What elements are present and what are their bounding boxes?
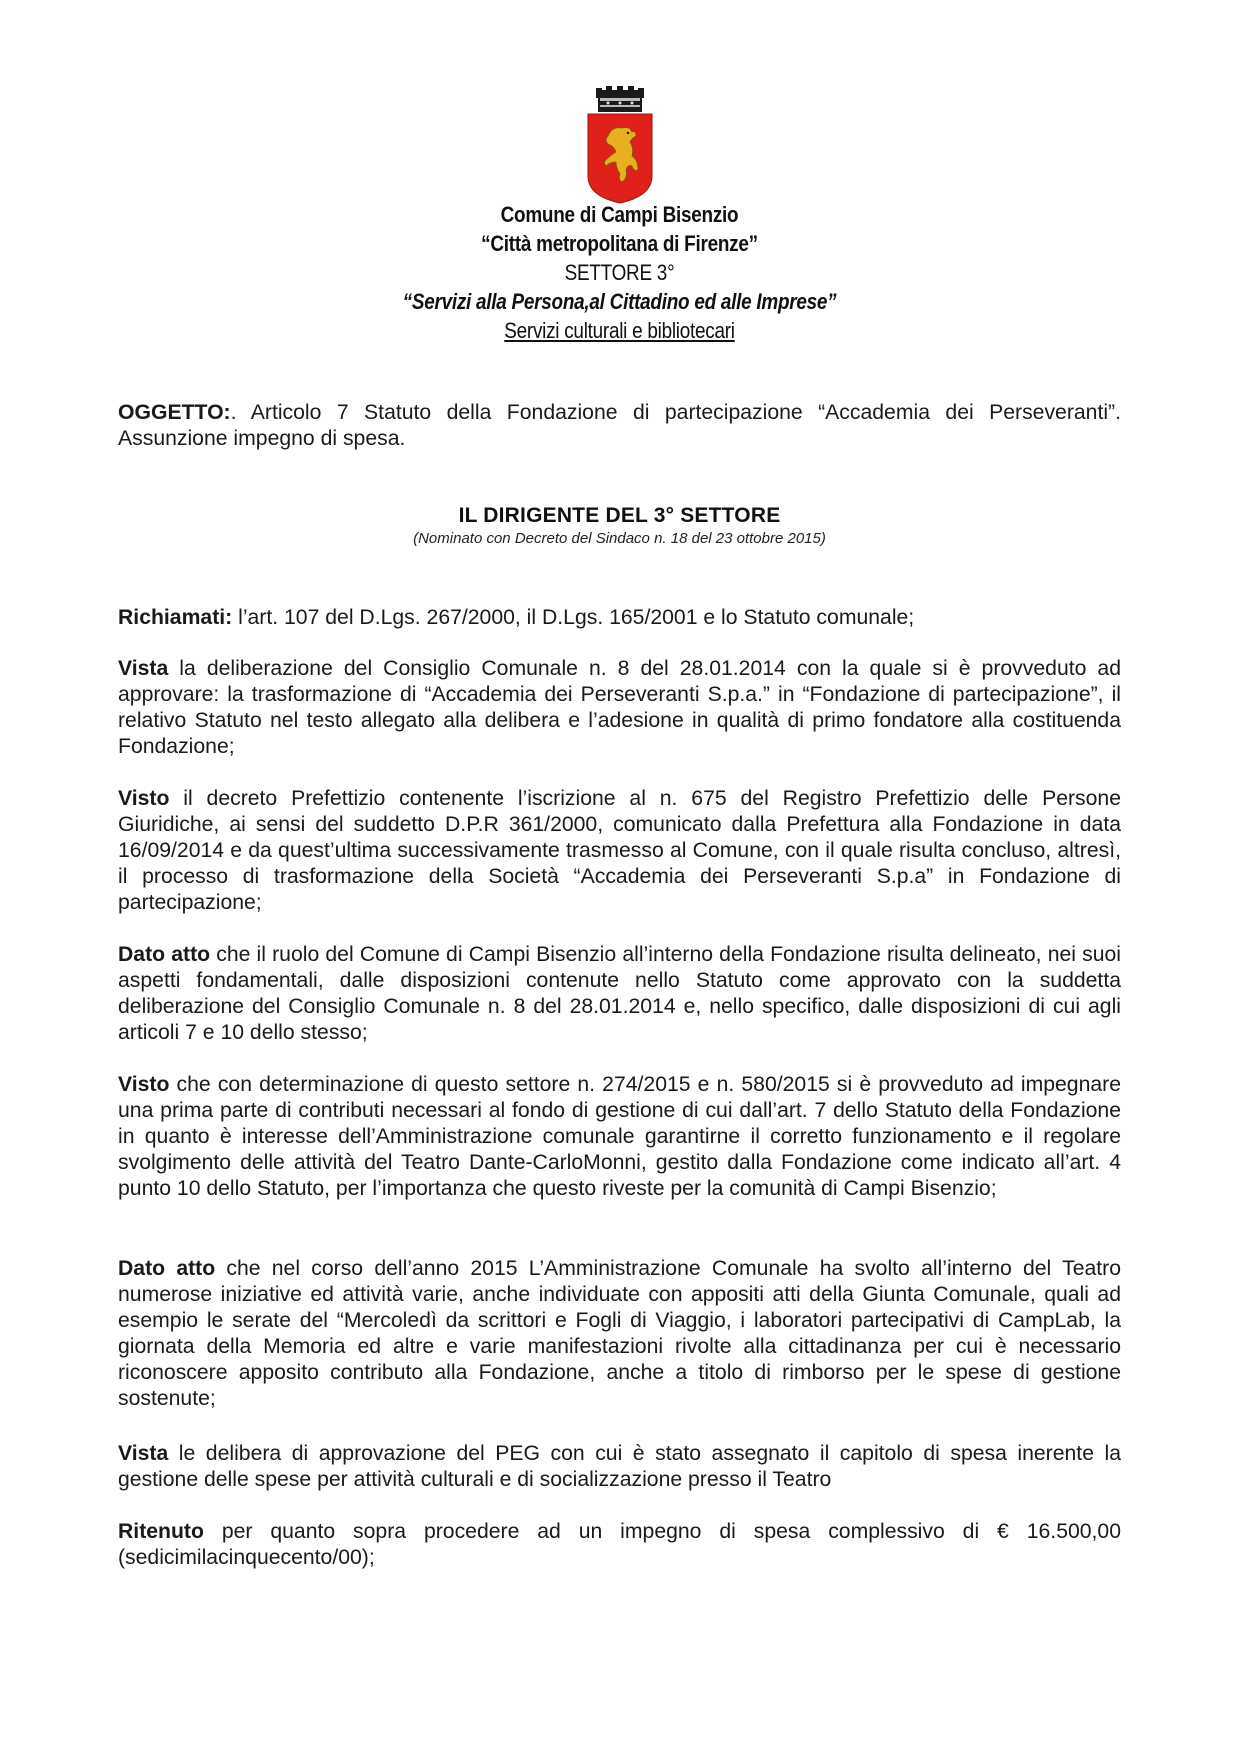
paragraph-vista-delibera: [118, 656, 1121, 760]
paragraph-text: che il ruolo del Comune di Campi Bisenzio all’interno della Fondazione risulta delineato, nei suoi aspetti fondamentali, dalle disposizioni contenute nello Statuto come approvato con la suddetta deliberazione del Consiglio Comunale n. 8 del 28.01.2014 e, nello specifico, dalle disposizioni di cui agli articoli 7 e 10 dello stesso;: [118, 943, 1121, 1044]
paragraph-label: Visto: [118, 1073, 170, 1096]
paragraph-richiamati: [118, 605, 1121, 631]
paragraph-dato-atto-ruolo: [118, 942, 1121, 1046]
paragraph-label: Dato atto: [118, 1257, 216, 1280]
paragraph-label: Ritenuto: [118, 1520, 204, 1543]
paragraph-text: per quanto sopra procedere ad un impegno di spesa complessivo di € 16.500,00 (sedicimilacinquecento/00);: [118, 1520, 1121, 1569]
paragraph-text: la deliberazione del Consiglio Comunale n. 8 del 28.01.2014 con la quale si è provveduto ad approvare: la trasformazione di “Accademia dei Perseveranti S.p.a.” in “Fondazione di partecipazione”, il relativo Statuto nel testo allegato alla delibera e l’adesione in qualità di primo fondatore alla costituenda Fondazione;: [118, 657, 1121, 758]
paragraph-visto-determinazione: [118, 1072, 1121, 1202]
paragraph-label: Vista: [118, 1442, 169, 1465]
metropolitan-city: “Città metropolitana di Firenze”: [481, 231, 758, 256]
dirigente-subtitle: (Nominato con Decreto del Sindaco n. 18 del 23 ottobre 2015): [413, 530, 826, 547]
municipality-name: Comune di Campi Bisenzio: [500, 202, 739, 227]
sector-name: “Servizi alla Persona,al Cittadino ed alle Imprese”: [402, 289, 837, 314]
paragraph-label: Vista: [118, 657, 169, 680]
sector-number: SETTORE 3°: [564, 260, 675, 285]
paragraph-text: l’art. 107 del D.Lgs. 267/2000, il D.Lgs. 165/2001 e lo Statuto comunale;: [232, 606, 915, 629]
document-header: [0, 200, 1239, 345]
paragraph-text: le delibera di approvazione del PEG con cui è stato assegnato il capitolo di spesa inerente la gestione delle spese per attività culturali e di socializzazione presso il Teatro: [118, 1442, 1121, 1491]
coat-of-arms-logo: [586, 86, 654, 204]
paragraph-vista-peg: [118, 1441, 1121, 1493]
paragraph-label: Richiamati:: [118, 606, 233, 629]
service-name: Servizi culturali e bibliotecari: [504, 318, 735, 343]
oggetto-paragraph: [118, 400, 1121, 452]
paragraph-text: che con determinazione di questo settore n. 274/2015 e n. 580/2015 si è provveduto ad impegnare una prima parte di contributi necessari al fondo di gestione di cui dall’art. 7 dello Statuto della Fondazione in quanto è interesse dell’Amministrazione comunale garantirne il corretto funzionamento e il regolare svolgimento delle attività del Teatro Dante-CarloMonni, gestito dalla Fondazione come indicato all’art. 4 punto 10 dello Statuto, per l’importanza che questo riveste per la comunità di Campi Bisenzio;: [118, 1073, 1121, 1200]
paragraph-label: Visto: [118, 787, 170, 810]
paragraph-text: che nel corso dell’anno 2015 L’Amministrazione Comunale ha svolto all’interno del Teatro numerose iniziative ed attività varie, anche individuate con appositi atti della Giunta Comunale, quali ad esempio le serate del “Mercoledì da scrittori e Fogli di Viaggio, i laboratori partecipativi di CampLab, la giornata della Memoria ed altre e varie manifestazioni rivolte alla cittadinanza per cui è necessario riconoscere apposito contributo alla Fondazione, anche a titolo di rimborso per le spese di gestione sostenute;: [118, 1257, 1121, 1410]
crown-icon: [596, 86, 644, 112]
dirigente-heading: [0, 503, 1239, 549]
oggetto-label: OGGETTO:: [118, 401, 231, 424]
paragraph-visto-decreto: [118, 786, 1121, 916]
paragraph-ritenuto: [118, 1519, 1121, 1571]
dirigente-title: IL DIRIGENTE DEL 3° SETTORE: [458, 504, 781, 527]
oggetto-text: . Articolo 7 Statuto della Fondazione di partecipazione “Accademia dei Perseveranti”. Assunzione impegno di spesa.: [118, 401, 1121, 450]
paragraph-label: Dato atto: [118, 943, 211, 966]
paragraph-dato-atto-iniziative: [118, 1256, 1121, 1412]
paragraph-text: il decreto Prefettizio contenente l’iscrizione al n. 675 del Registro Prefettizio delle Persone Giuridiche, ai sensi del suddetto D.P.R 361/2000, comunicato dalla Prefettura alla Fondazione in data 16/09/2014 e da quest’ultima successivamente trasmesso al Comune, con il quale risulta concluso, altresì, il processo di trasformazione della Società “Accademia dei Perseveranti S.p.a” in Fondazione di partecipazione;: [118, 787, 1121, 914]
